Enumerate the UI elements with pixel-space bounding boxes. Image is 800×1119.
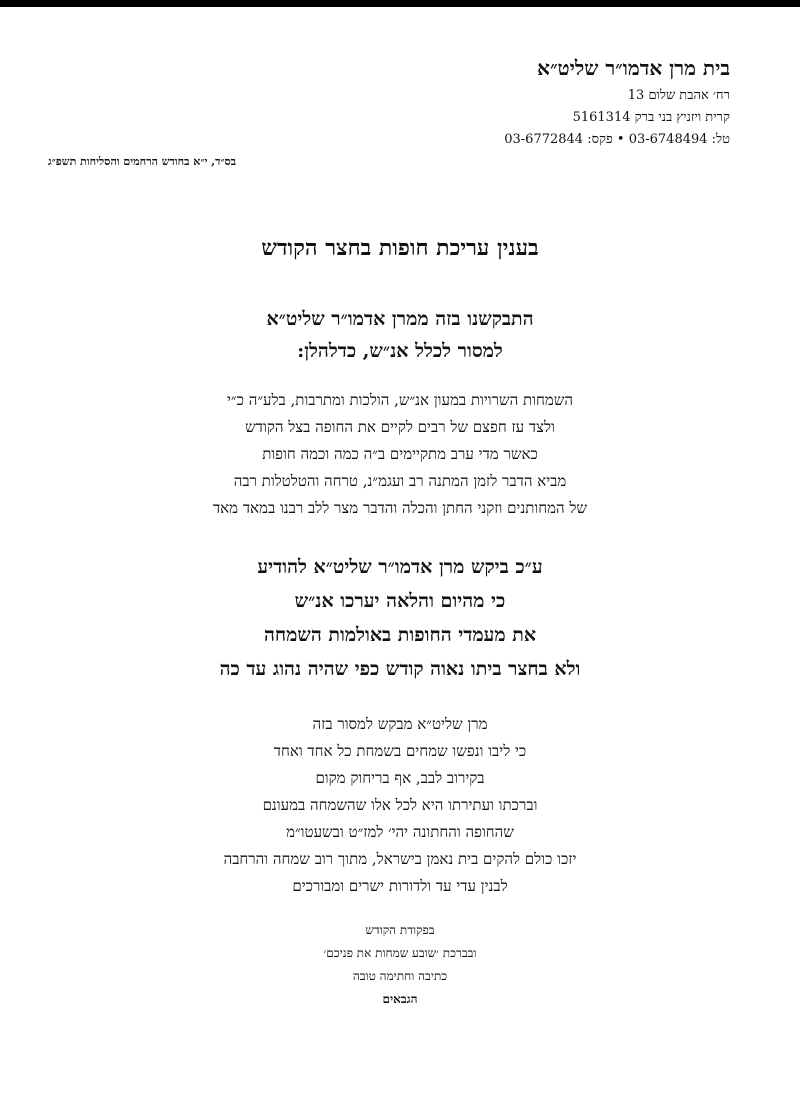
letterhead-phone: טל: 03-6748494 • פקס: 03-6772844 xyxy=(504,132,730,147)
paragraph-line: בקירוב לבב, אף בריחוק מקום xyxy=(315,769,485,787)
paragraph-blessing xyxy=(0,711,800,900)
paragraph-line: של המחותנים וזקני החתן והכלה והדבר מצר ללב רבנו במאד מאד xyxy=(212,499,588,517)
page-title: בענין עריכת חופות בחצר הקודש xyxy=(261,235,539,261)
paragraph-line: כאשר מדי ערב מתקיימים ב״ה כמה וכמה חופות xyxy=(262,445,538,463)
signature: הגבאים xyxy=(382,992,418,1006)
closing-block xyxy=(0,919,800,1011)
notice-paragraph xyxy=(0,550,800,686)
notice-line: כי מהיום והלאה יערכו אנ״ש xyxy=(294,590,506,612)
paragraph-line: לבנין עדי עד ולדורות ישרים ומבורכים xyxy=(292,877,508,895)
paragraph-line: מביא הדבר לזמן המתנה רב ועגמ״נ, טרחה והטלטלות רבה xyxy=(233,472,567,490)
intro-line: למסור לכלל אנ״ש, כדלהלן: xyxy=(297,340,503,362)
closing-line: ובברכת ׳שובע שמחות את פניכם׳ xyxy=(323,946,477,960)
closing-line: בפקודת הקודש xyxy=(365,923,435,937)
closing-line: כתיבה וחתימה טובה xyxy=(352,969,448,983)
paragraph-line: השמחות השרויות במעון אנ״ש, הולכות ומתרבות, בלע״ה כ״י xyxy=(226,391,574,409)
paragraph-line: כי ליבו ונפשו שמחים בשמחת כל אחד ואחד xyxy=(273,742,527,760)
paragraph-line: יזכו כולם להקים בית נאמן בישראל, מתוך רוב שמחה והרחבה xyxy=(223,850,577,868)
paragraph-line: מרן שליט״א מבקש למסור בזה xyxy=(312,715,488,733)
paragraph-situation xyxy=(0,387,800,522)
intro-line: התבקשנו בזה ממרן אדמו״ר שליט״א xyxy=(266,308,534,330)
paragraph-line: שהחופה והחתונה יהי׳ למז״ט ובשעטו״מ xyxy=(286,823,514,841)
top-black-bar xyxy=(0,0,800,7)
paragraph-line: וברכתו ועתירתו היא לכל אלו שהשמחה במעונם xyxy=(262,796,538,814)
letterhead-city: קרית ויזניץ בני ברק 5161314 xyxy=(572,110,730,125)
notice-line: ולא בחצר ביתו נאוה קודש כפי שהיה נהוג עד כה xyxy=(219,658,581,680)
notice-line: ע״כ ביקש מרן אדמו״ר שליט״א להודיע xyxy=(257,556,543,578)
letterhead-name: בית מרן אדמו״ר שליט״א xyxy=(537,56,730,80)
letterhead-address: רח׳ אהבת שלום 13 xyxy=(627,88,730,103)
notice-line: את מעמדי החופות באולמות השמחה xyxy=(263,624,537,646)
intro-paragraph xyxy=(0,303,800,367)
letterhead xyxy=(504,57,730,151)
letter-page xyxy=(0,7,800,1119)
paragraph-line: ולצד עז חפצם של רבים לקיים את החופה בצל הקודש xyxy=(245,418,555,436)
letter-date: בס״ד, י״א בחודש הרחמים והסליחות תשפ״ג xyxy=(48,155,237,168)
